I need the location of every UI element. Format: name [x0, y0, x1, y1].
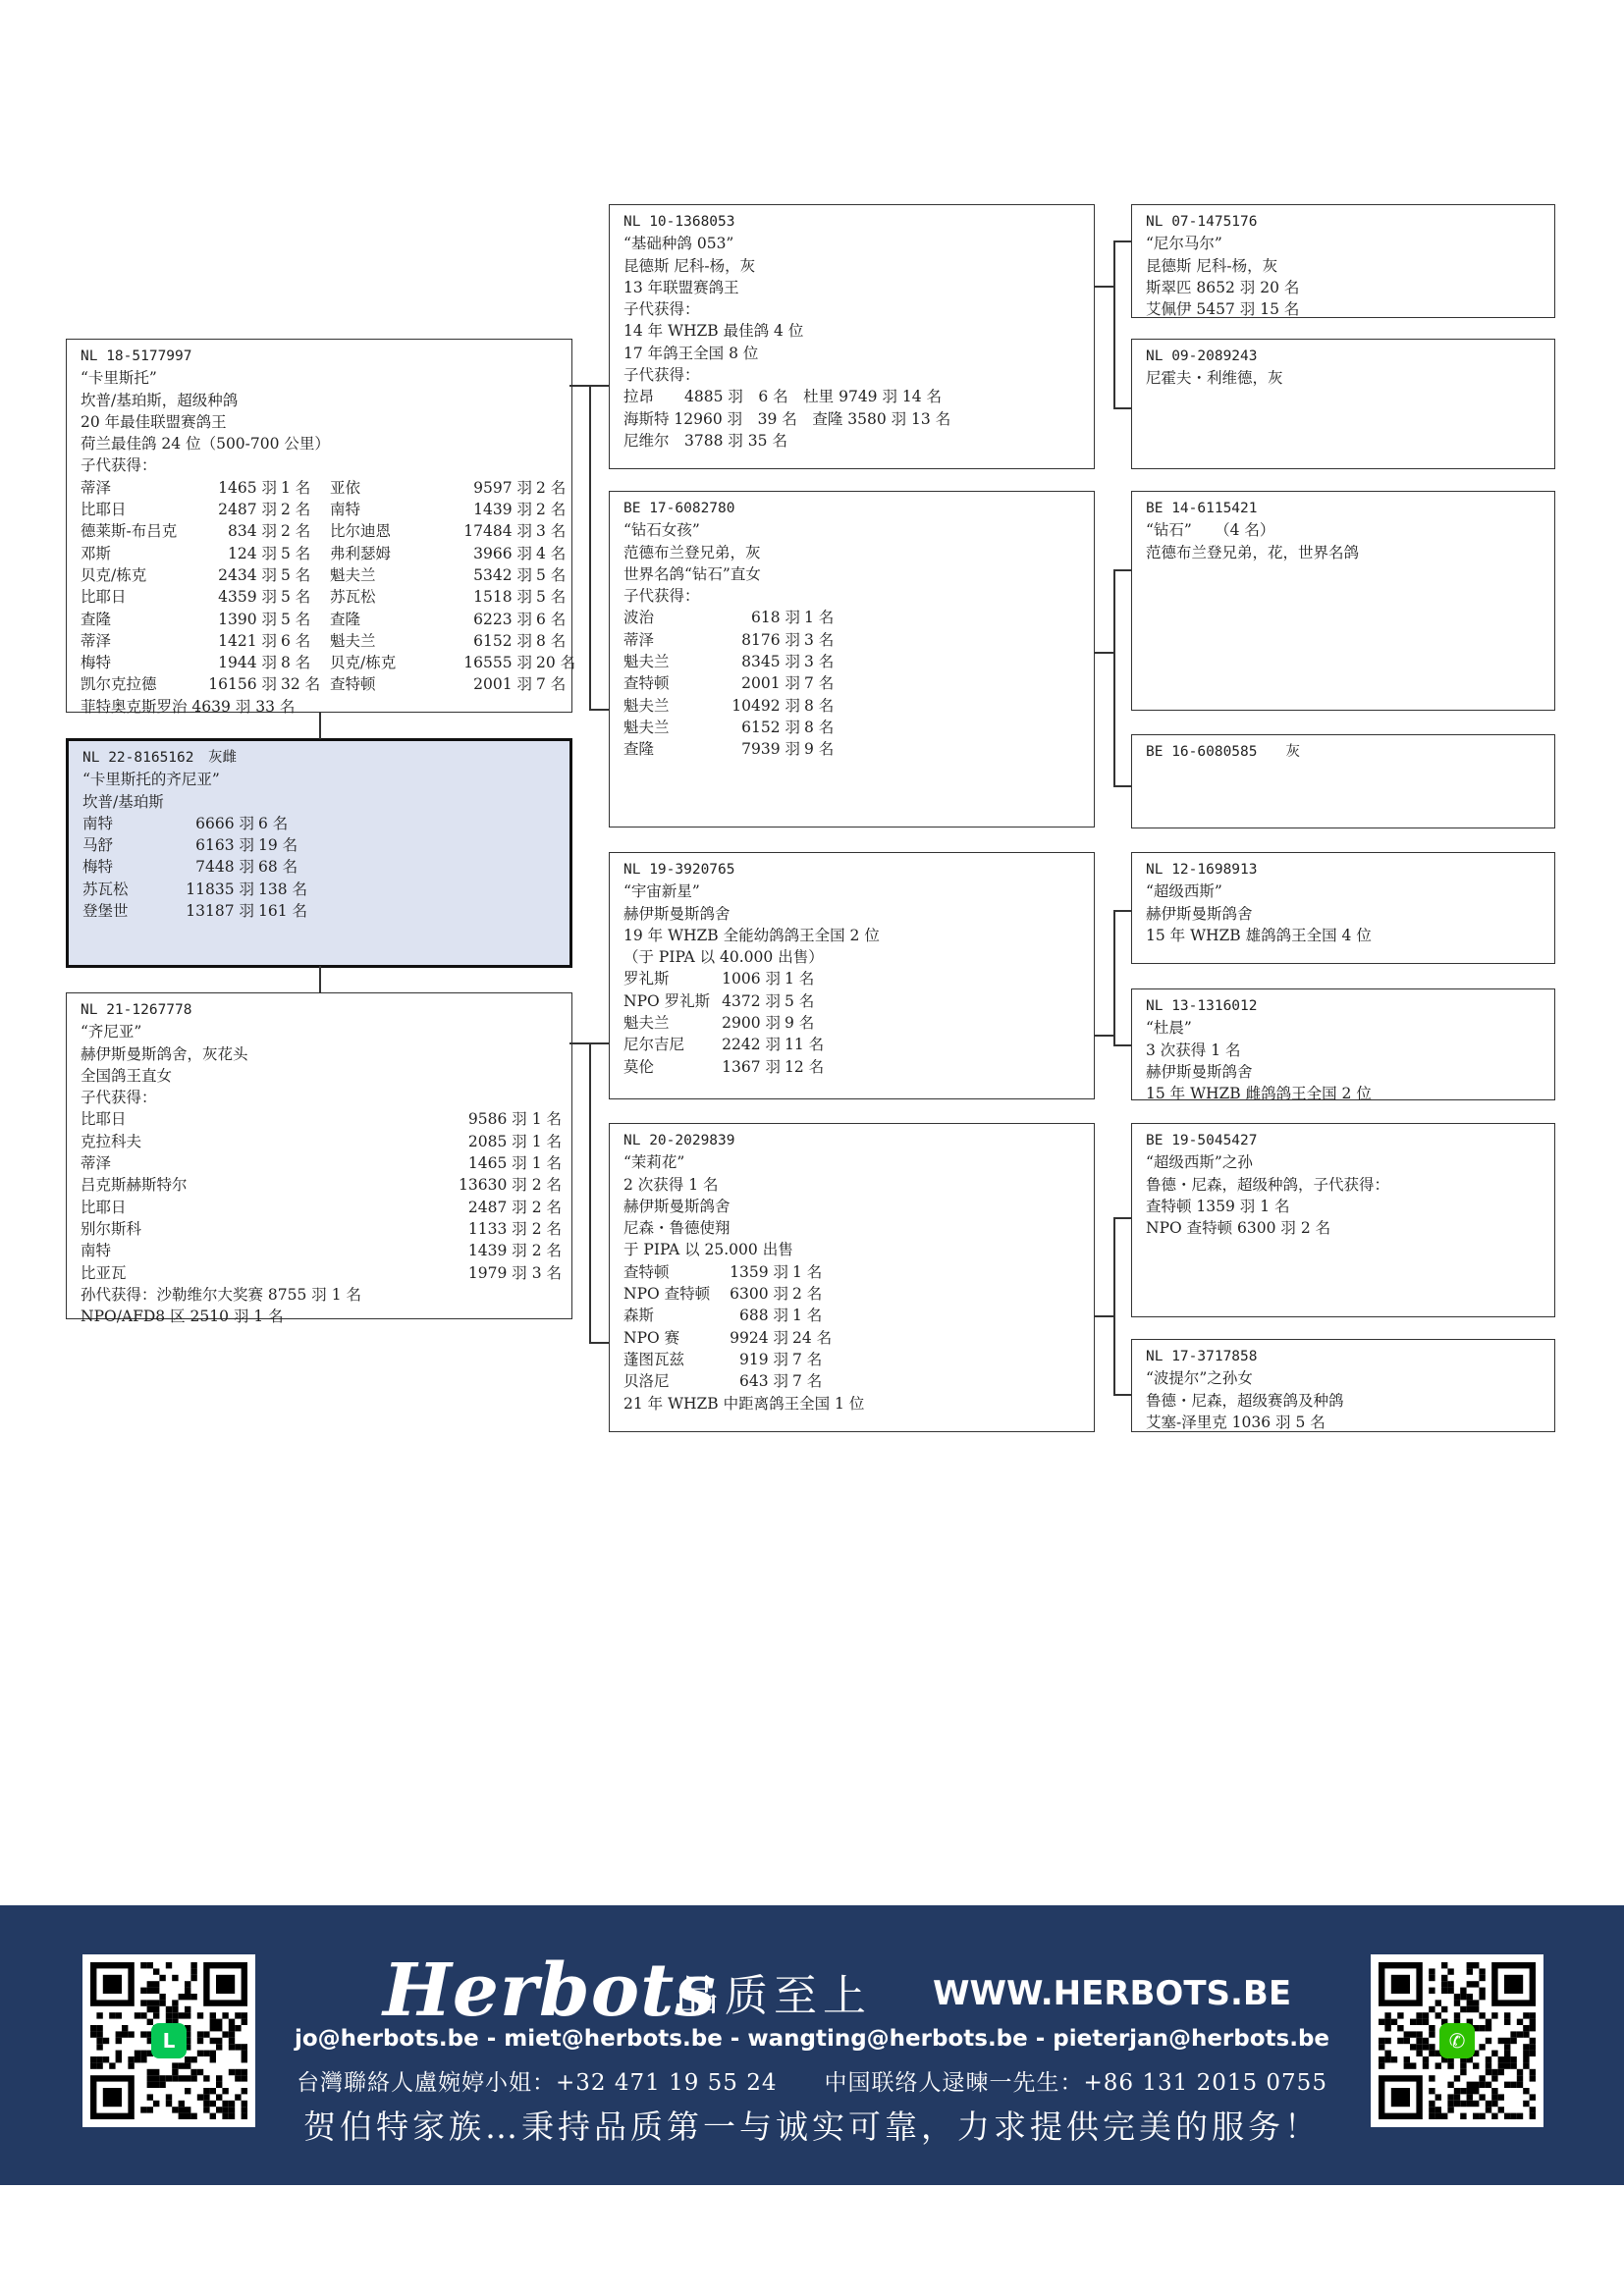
result-place: 罗礼斯	[623, 970, 670, 988]
connector-ds	[589, 1042, 609, 1044]
info-line: “宇宙新星”	[623, 882, 700, 901]
results-table	[82, 813, 560, 922]
result-rank: 5 名	[281, 588, 311, 607]
info-line: 菲特奥克斯罗治 4639 羽 33 名	[81, 697, 296, 716]
info-line: “尼尔马尔”	[1146, 235, 1222, 253]
result-birds: 11835 羽	[186, 880, 254, 898]
result-place: 凯尔克拉德	[81, 675, 157, 694]
connector-sire-gen3	[569, 385, 589, 387]
result-birds: 1439 羽 2 名	[467, 1242, 562, 1260]
result-place: 比耶日	[81, 588, 127, 607]
result-rank: 5 名	[536, 565, 567, 584]
result-place: 贝克/栋克	[81, 565, 147, 584]
connector-sdd	[1113, 785, 1131, 787]
result-place: 登堡世	[82, 902, 129, 921]
result-birds: 124 羽	[227, 544, 277, 562]
result-rank: 1 名	[785, 970, 815, 988]
info-line: 子代获得：	[81, 456, 157, 475]
result-birds: 2487 羽	[218, 501, 277, 519]
info-line: 子代获得：	[623, 366, 700, 385]
pedigree-box-ss	[609, 204, 1095, 469]
result-rank: 24 名	[792, 1328, 833, 1347]
result-rank: 1 名	[792, 1262, 823, 1281]
result-place: 南特	[82, 814, 114, 832]
info-line: “卡里斯托的齐尼亚”	[82, 771, 220, 789]
website-link[interactable]: WWW.HERBOTS.BE	[933, 1974, 1292, 2013]
info-line: 13 年联盟赛鸽王	[623, 278, 739, 296]
result-birds: 17484 羽	[463, 522, 532, 541]
connector-ds-gen4	[1094, 1035, 1113, 1037]
result-rank: 138 名	[258, 880, 308, 898]
result-place: NPO 赛	[623, 1328, 680, 1347]
connector-dd	[589, 1342, 609, 1344]
result-rank: 12 名	[785, 1057, 825, 1076]
slogan: 品质至上	[676, 1971, 872, 2021]
info-line: 21 年 WHZB 中距离鸽王全国 1 位	[623, 1394, 865, 1413]
result-birds: 919 羽	[738, 1350, 788, 1368]
result-place: 蒂泽	[81, 631, 112, 650]
info-line: “卡里斯托”	[81, 369, 157, 388]
wechat-icon: ✆	[1439, 2023, 1475, 2058]
info-line: 赫伊斯曼斯鸽舍	[1146, 1062, 1253, 1081]
result-birds: 6666 羽	[195, 814, 254, 832]
results-table	[330, 477, 575, 696]
info-line: 20 年最佳联盟赛鸽王	[81, 412, 227, 431]
info-line: 2 次获得 1 名	[623, 1175, 719, 1194]
result-rank: 1 名	[804, 609, 835, 627]
result-birds: 16555 羽	[463, 654, 532, 672]
result-rank: 6 名	[281, 631, 311, 650]
results-table	[623, 607, 1084, 760]
info-line: “钻石” （4 名）	[1146, 521, 1275, 540]
result-place: 波治	[623, 609, 655, 627]
connector-sire-gen3-vert	[589, 385, 591, 709]
connector-dsd	[1113, 1044, 1131, 1046]
connector-sire-subject	[319, 712, 321, 739]
connector-sd-gen4-vert	[1113, 569, 1115, 785]
ring-number: NL 21-1267778	[81, 1002, 192, 1018]
result-birds: 5342 羽	[473, 565, 532, 584]
result-place: 克拉科夫	[81, 1132, 142, 1150]
result-rank: 5 名	[281, 544, 311, 562]
result-birds: 6152 羽	[741, 718, 800, 736]
connector-dd-gen4-vert	[1113, 1217, 1115, 1394]
result-place: 别尔斯科	[81, 1219, 142, 1238]
result-birds: 1465 羽	[218, 478, 277, 497]
result-rank: 5 名	[281, 565, 311, 584]
result-birds: 1439 羽	[473, 501, 532, 519]
result-birds: 7448 羽	[195, 858, 254, 877]
ring-number: NL 13-1316012	[1146, 998, 1258, 1014]
info-line: （于 PIPA 以 40.000 出售）	[623, 948, 824, 967]
result-place: 蓬图瓦兹	[623, 1350, 685, 1368]
result-place: 查特顿	[330, 675, 376, 694]
footer-banner	[0, 1905, 1624, 2185]
result-birds: 10492 羽	[731, 696, 800, 715]
result-birds: 1367 羽	[722, 1057, 781, 1076]
result-birds: 9597 羽	[473, 478, 532, 497]
connector-ss	[589, 385, 609, 387]
connector-subject-dam	[319, 966, 321, 993]
result-birds: 1421 羽	[218, 631, 277, 650]
result-birds: 8176 羽	[741, 630, 800, 649]
result-birds: 9586 羽 1 名	[467, 1110, 562, 1129]
result-birds: 2434 羽	[218, 565, 277, 584]
info-line: NPO 查特顿 6300 羽 2 名	[1146, 1219, 1331, 1238]
result-birds: 6152 羽	[473, 631, 532, 650]
result-place: 查隆	[623, 740, 655, 759]
result-birds: 2085 羽 1 名	[467, 1132, 562, 1150]
connector-sss	[1113, 240, 1131, 242]
info-line: “杜晨”	[1146, 1019, 1192, 1038]
result-place: 魁夫兰	[330, 631, 376, 650]
connector-dam-gen3	[569, 1042, 589, 1044]
connector-ds-gen4-vert	[1113, 910, 1115, 1044]
result-birds: 1944 羽	[218, 654, 277, 672]
result-birds: 1518 羽	[473, 588, 532, 607]
ring-number: NL 17-3717858	[1146, 1349, 1258, 1364]
result-birds: 6163 羽	[195, 836, 254, 855]
result-rank: 5 名	[785, 991, 815, 1010]
result-birds: 13187 羽	[186, 902, 254, 921]
results-table	[81, 1108, 562, 1283]
ring-number: BE 19-5045427	[1146, 1133, 1258, 1148]
info-line: 尼霍夫・利维德，灰	[1146, 369, 1283, 388]
pedigree-box-dss	[1131, 852, 1555, 964]
contact-phones: 台灣聯絡人盧婉婷小姐：+32 471 19 55 24 中国联络人逯暕一先生：+86 131 2015 0755	[297, 2070, 1327, 2096]
connector-ssd	[1113, 407, 1131, 409]
ring-number: NL 10-1368053	[623, 214, 735, 230]
result-rank: 7 名	[792, 1372, 823, 1391]
result-birds: 6223 羽	[473, 610, 532, 628]
pedigree-box-subject	[66, 738, 572, 968]
result-place: 查隆	[330, 610, 361, 628]
pedigree-box-ds	[609, 852, 1095, 1099]
connector-sd	[589, 709, 609, 711]
pedigree-box-sdd	[1131, 734, 1555, 828]
info-line: “超级西斯”之孙	[1146, 1153, 1253, 1172]
info-line: NPO/AFD8 区 2510 羽 1 名	[81, 1308, 284, 1326]
result-birds: 1133 羽 2 名	[467, 1219, 562, 1238]
result-rank: 2 名	[536, 501, 567, 519]
result-rank: 2 名	[281, 501, 311, 519]
info-line: 范德布兰登兄弟，灰	[623, 543, 761, 561]
result-birds: 9924 羽	[730, 1328, 788, 1347]
result-birds: 4359 羽	[218, 588, 277, 607]
result-place: 莫伦	[623, 1057, 655, 1076]
info-line: 孙代获得：沙勒维尔大奖赛 8755 羽 1 名	[81, 1285, 362, 1304]
result-birds: 688 羽	[738, 1307, 788, 1325]
pedigree-box-dd	[609, 1123, 1095, 1432]
info-line: 斯翠匹 8652 羽 20 名	[1146, 278, 1300, 296]
result-rank: 32 名	[281, 675, 321, 694]
result-place: 弗利瑟姆	[330, 544, 392, 562]
result-rank: 3 名	[804, 630, 835, 649]
result-place: 吕克斯赫斯特尔	[81, 1176, 188, 1195]
info-line: “超级西斯”	[1146, 882, 1222, 901]
result-birds: 6300 羽	[730, 1285, 788, 1304]
result-rank: 2 名	[536, 478, 567, 497]
info-line: 范德布兰登兄弟，花，世界名鸽	[1146, 543, 1360, 561]
info-line: 3 次获得 1 名	[1146, 1041, 1241, 1059]
result-birds: 2001 羽	[473, 675, 532, 694]
result-birds: 13630 羽 2 名	[459, 1176, 562, 1195]
info-line: “钻石女孩”	[623, 521, 700, 540]
pedigree-box-sire	[66, 339, 576, 716]
qr-code-wechat[interactable]	[1371, 1954, 1543, 2127]
result-place: 比耶日	[81, 1110, 127, 1129]
result-place: NPO 查特顿	[623, 1285, 711, 1304]
info-line: 17 年鸽王全国 8 位	[623, 344, 759, 362]
ring-number: NL 09-2089243	[1146, 348, 1258, 364]
result-place: 蒂泽	[623, 630, 655, 649]
info-line: “基础种鸽 053”	[623, 235, 734, 253]
results-table	[623, 1261, 1084, 1393]
result-rank: 6 名	[536, 610, 567, 628]
result-birds: 3966 羽	[473, 544, 532, 562]
ring-number: NL 22-8165162 灰雌	[82, 750, 237, 766]
result-place: 亚依	[330, 478, 361, 497]
result-rank: 1 名	[792, 1307, 823, 1325]
result-place: 魁夫兰	[623, 718, 670, 736]
info-line: 拉昂 4885 羽 6 名 杜里 9749 羽 14 名	[623, 388, 943, 406]
info-line: 查特顿 1359 羽 1 名	[1146, 1197, 1290, 1215]
result-place: 苏瓦松	[82, 880, 129, 898]
result-rank: 3 名	[536, 522, 567, 541]
result-place: 南特	[330, 501, 361, 519]
info-line: 全国鸽王直女	[81, 1066, 173, 1085]
ring-number: BE 17-6082780	[623, 501, 735, 516]
result-place: 蒂泽	[81, 1154, 112, 1173]
result-place: 比尔迪恩	[330, 522, 392, 541]
result-place: 查特顿	[623, 1262, 670, 1281]
result-place: 贝洛尼	[623, 1372, 670, 1391]
result-place: 查隆	[81, 610, 112, 628]
info-line: 坎普/基珀斯，超级种鸽	[81, 391, 239, 409]
email-list[interactable]: jo@herbots.be - miet@herbots.be - wangting@herbots.be - pieterjan@herbots.be	[294, 2026, 1330, 2052]
result-place: 魁夫兰	[330, 565, 376, 584]
pedigree-box-sss	[1131, 204, 1555, 318]
info-line: 19 年 WHZB 全能幼鸽鸽王全国 2 位	[623, 926, 880, 944]
result-place: NPO 罗礼斯	[623, 991, 711, 1010]
result-place: 马舒	[82, 836, 114, 855]
result-birds: 1465 羽 1 名	[467, 1154, 562, 1173]
result-rank: 3 名	[804, 653, 835, 671]
info-line: 世界名鸽“钻石”直女	[623, 564, 761, 583]
connector-ddd	[1113, 1394, 1131, 1396]
connector-sds	[1113, 569, 1131, 571]
result-rank: 161 名	[258, 902, 308, 921]
connector-sd-gen4	[1094, 652, 1113, 654]
result-rank: 9 名	[785, 1014, 815, 1033]
info-line: 14 年 WHZB 最佳鸽 4 位	[623, 322, 804, 341]
ring-number: NL 20-2029839	[623, 1133, 735, 1148]
result-place: 魁夫兰	[623, 653, 670, 671]
result-rank: 20 名	[536, 654, 576, 672]
result-rank: 8 名	[804, 718, 835, 736]
result-birds: 16156 羽	[208, 675, 277, 694]
result-rank: 8 名	[804, 696, 835, 715]
info-line: 15 年 WHZB 雄鸽鸽王全国 4 位	[1146, 926, 1372, 944]
result-rank: 68 名	[258, 858, 298, 877]
result-rank: 7 名	[536, 675, 567, 694]
result-birds: 2900 羽	[722, 1014, 781, 1033]
result-place: 梅特	[81, 654, 112, 672]
info-line: 艾塞-泽里克 1036 羽 5 名	[1146, 1413, 1326, 1431]
info-line: 15 年 WHZB 雌鸽鸽王全国 2 位	[1146, 1085, 1372, 1103]
info-line: 海斯特 12960 羽 39 名 查隆 3580 羽 13 名	[623, 409, 951, 428]
result-rank: 6 名	[258, 814, 289, 832]
info-line: “茉莉花”	[623, 1153, 685, 1172]
result-place: 贝克/栋克	[330, 654, 397, 672]
pedigree-box-sd	[609, 491, 1095, 828]
result-place: 比耶日	[81, 501, 127, 519]
pedigree-box-ddd	[1131, 1339, 1555, 1432]
result-place: 森斯	[623, 1307, 655, 1325]
connector-dss	[1113, 910, 1131, 912]
info-line: 尼森・鲁德使翔	[623, 1219, 731, 1238]
info-line: 子代获得：	[623, 300, 700, 319]
result-rank: 5 名	[281, 610, 311, 628]
results-two-column	[81, 477, 576, 696]
pedigree-box-dds	[1131, 1123, 1555, 1317]
result-birds: 643 羽	[738, 1372, 788, 1391]
info-line: “波提尔”之孙女	[1146, 1369, 1253, 1388]
result-place: 蒂泽	[81, 478, 112, 497]
results-table	[623, 968, 1084, 1077]
info-line: 坎普/基珀斯	[82, 792, 164, 811]
result-rank: 8 名	[281, 654, 311, 672]
info-line: 于 PIPA 以 25.000 出售	[623, 1241, 793, 1259]
result-birds: 618 羽	[750, 609, 800, 627]
ring-number: NL 12-1698913	[1146, 862, 1258, 878]
info-line: 赫伊斯曼斯鸽舍	[1146, 904, 1253, 923]
result-birds: 2487 羽 2 名	[467, 1198, 562, 1216]
info-line: 荷兰最佳鸽 24 位（500-700 公里）	[81, 435, 330, 454]
connector-ss-gen4	[1094, 286, 1113, 288]
result-place: 比亚瓦	[81, 1263, 127, 1282]
ring-number: BE 16-6080585 灰	[1146, 744, 1300, 760]
connector-ss-gen4-vert	[1113, 240, 1115, 407]
result-birds: 1359 羽	[730, 1262, 788, 1281]
pedigree-box-dam	[66, 992, 572, 1326]
info-line: 鲁德・尼森，超级赛鸽及种鸽	[1146, 1391, 1344, 1410]
result-rank: 2 名	[792, 1285, 823, 1304]
result-place: 梅特	[82, 858, 114, 877]
result-birds: 834 羽	[227, 522, 277, 541]
result-place: 魁夫兰	[623, 1014, 670, 1033]
ring-number: BE 14-6115421	[1146, 501, 1258, 516]
result-rank: 5 名	[536, 588, 567, 607]
connector-dds	[1113, 1217, 1131, 1219]
result-rank: 7 名	[792, 1350, 823, 1368]
info-line: 尼维尔 3788 羽 35 名	[623, 431, 787, 450]
result-place: 南特	[81, 1242, 112, 1260]
result-birds: 1979 羽 3 名	[467, 1263, 562, 1282]
result-place: 尼尔吉尼	[623, 1036, 685, 1054]
info-line: 子代获得：	[81, 1089, 157, 1107]
line-icon: L	[151, 2023, 187, 2058]
ring-number: NL 19-3920765	[623, 862, 735, 878]
pedigree-box-dsd	[1131, 988, 1555, 1103]
result-place: 苏瓦松	[330, 588, 376, 607]
result-place: 邓斯	[81, 544, 112, 562]
info-line: 子代获得：	[623, 587, 700, 606]
result-birds: 1390 羽	[218, 610, 277, 628]
result-rank: 8 名	[536, 631, 567, 650]
info-line: 赫伊斯曼斯鸽舍	[623, 1197, 731, 1215]
info-line: 赫伊斯曼斯鸽舍	[623, 904, 731, 923]
result-rank: 11 名	[785, 1036, 825, 1054]
pedigree-box-ssd	[1131, 339, 1555, 469]
result-rank: 7 名	[804, 674, 835, 693]
pedigree-box-sds	[1131, 491, 1555, 711]
result-birds: 2001 羽	[741, 674, 800, 693]
result-place: 魁夫兰	[623, 696, 670, 715]
connector-dam-gen3-vert	[589, 1042, 591, 1342]
result-birds: 1006 羽	[722, 970, 781, 988]
info-line: “齐尼亚”	[81, 1023, 142, 1041]
result-rank: 2 名	[281, 522, 311, 541]
result-rank: 19 名	[258, 836, 298, 855]
result-place: 比耶日	[81, 1198, 127, 1216]
connector-dd-gen4	[1094, 1315, 1113, 1317]
result-rank: 1 名	[281, 478, 311, 497]
info-line: 昆德斯 尼科-杨，灰	[623, 256, 756, 275]
result-birds: 4372 羽	[722, 991, 781, 1010]
info-line: 赫伊斯曼斯鸽舍，灰花头	[81, 1044, 248, 1063]
results-table	[81, 477, 320, 696]
result-place: 查特顿	[623, 674, 670, 693]
result-birds: 8345 羽	[741, 653, 800, 671]
result-birds: 7939 羽	[741, 740, 800, 759]
info-line: 艾佩伊 5457 羽 15 名	[1146, 300, 1300, 319]
result-rank: 4 名	[536, 544, 567, 562]
info-line: 昆德斯 尼科-杨，灰	[1146, 256, 1278, 275]
info-line: 鲁德・尼森，超级种鸽，子代获得：	[1146, 1175, 1390, 1194]
herbots-logo: Herbots	[383, 1949, 717, 2033]
result-place: 德莱斯-布吕克	[81, 522, 178, 541]
tagline: 贺伯特家族…秉持品质第一与诚实可靠，力求提供完美的服务！	[303, 2108, 1321, 2146]
result-birds: 2242 羽	[722, 1036, 781, 1054]
result-rank: 9 名	[804, 740, 835, 759]
ring-number: NL 07-1475176	[1146, 214, 1258, 230]
ring-number: NL 18-5177997	[81, 348, 192, 364]
